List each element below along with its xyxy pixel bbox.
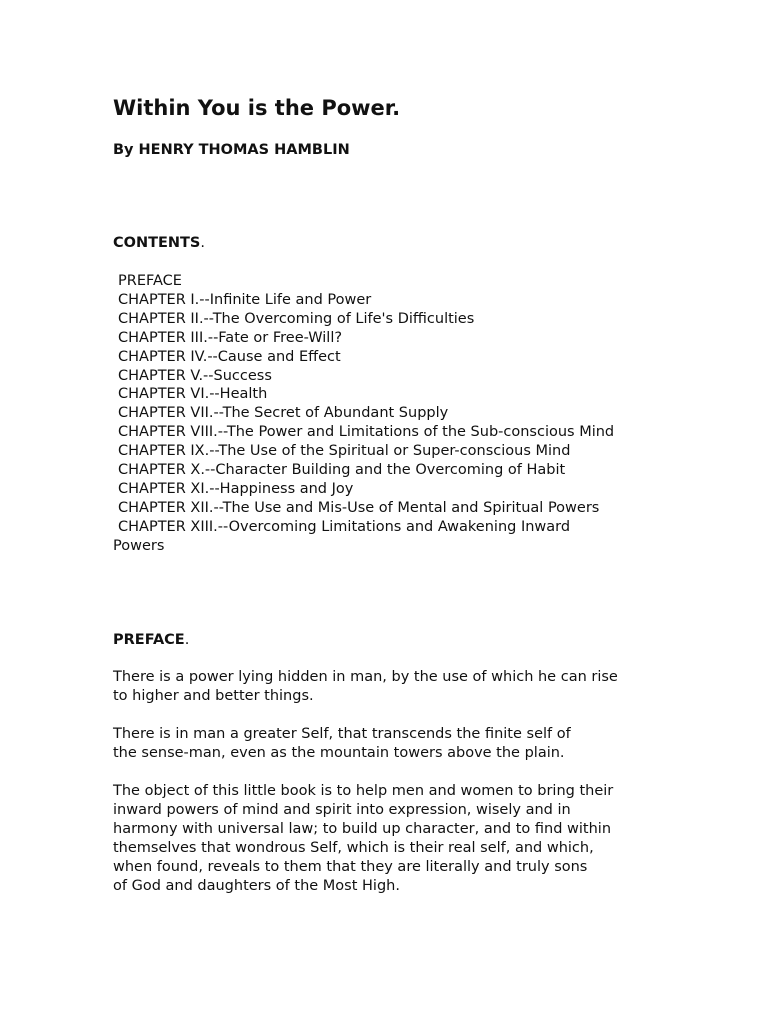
toc-item-chapter-7: CHAPTER VII.--The Secret of Abundant Supply [118, 405, 449, 422]
table-of-contents [113, 272, 614, 556]
paragraph-line: The object of this little book is to help men and women to bring their [113, 783, 614, 799]
toc-item-chapter-12: CHAPTER XII.--The Use and Mis-Use of Mental and Spiritual Powers [118, 499, 600, 516]
toc-item-chapter-10: CHAPTER X.--Character Building and the Overcoming of Habit [118, 462, 566, 479]
toc-item-chapter-8: CHAPTER VIII.--The Power and Limitations of the Sub-conscious Mind [118, 424, 615, 441]
paragraph-line: of God and daughters of the Most High. [113, 877, 400, 894]
paragraph-line: There is in man a greater Self, that transcends the finite self of [113, 726, 571, 742]
preface-paragraph-3 [113, 782, 613, 895]
author-byline: By HENRY THOMAS HAMBLIN [113, 142, 350, 158]
paragraph-line: inward powers of mind and spirit into expression, wisely and in [113, 801, 571, 818]
toc-item-chapter-1: CHAPTER I.--Infinite Life and Power [118, 291, 372, 308]
preface-heading [113, 631, 189, 649]
paragraph-line: the sense-man, even as the mountain towers above the plain. [113, 744, 565, 761]
contents-heading-punct: . [200, 235, 205, 251]
toc-item-chapter-11: CHAPTER XI.--Happiness and Joy [118, 480, 354, 497]
paragraph-line: There is a power lying hidden in man, by the use of which he can rise [113, 669, 618, 685]
toc-item-chapter-6: CHAPTER VI.--Health [118, 386, 268, 403]
paragraph-line: when found, reveals to them that they are literally and truly sons [113, 858, 588, 875]
toc-item-chapter-4: CHAPTER IV.--Cause and Effect [118, 348, 341, 365]
toc-item-chapter-13: CHAPTER XIII.--Overcoming Limitations and Awakening Inward [118, 518, 571, 535]
toc-item-chapter-2: CHAPTER II.--The Overcoming of Life's Difficulties [118, 310, 475, 327]
preface-heading-text: PREFACE [113, 632, 185, 648]
paragraph-line: to higher and better things. [113, 687, 314, 704]
toc-item-chapter-3: CHAPTER III.--Fate or Free-Will? [118, 329, 343, 346]
toc-item-chapter-9: CHAPTER IX.--The Use of the Spiritual or Super-conscious Mind [118, 443, 571, 460]
paragraph-line: harmony with universal law; to build up character, and to find within [113, 820, 612, 837]
toc-item-chapter-5: CHAPTER V.--Success [118, 367, 272, 384]
preface-heading-punct: . [184, 632, 190, 648]
preface-paragraph-1 [113, 668, 618, 706]
preface-paragraph-2 [113, 725, 571, 763]
contents-heading-text: CONTENTS [113, 235, 201, 251]
toc-item-chapter-13-continued: Powers [113, 537, 165, 554]
contents-heading [113, 234, 205, 252]
document-title: Within You is the Power. [113, 96, 401, 120]
toc-item-preface: PREFACE [118, 273, 182, 289]
paragraph-line: themselves that wondrous Self, which is their real self, and which, [113, 839, 594, 856]
